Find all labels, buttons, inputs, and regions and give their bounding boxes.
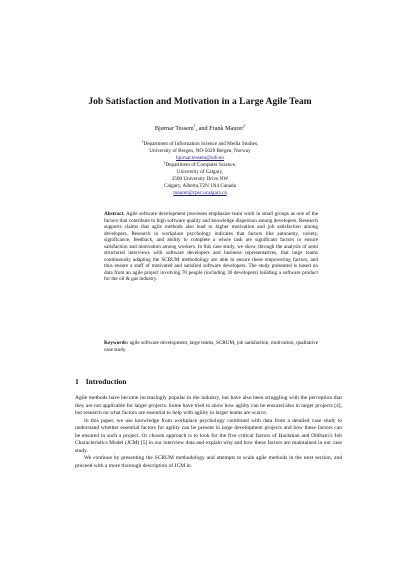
author-separator: , and (195, 125, 210, 132)
author-name: Bjørnar Tessem (154, 125, 194, 132)
abstract-text: Agile software development processes emphasize team work in small groups as one of the factors that contribute to high software quality and knowledge dispersion among developers. Research supports claims that agile methods also lead to higher motivation and job satisfaction among developers. Research in workplace psychology indicates that factors like autonomy, variety, significance, feedback, and ability to complete a whole task are significant factors to ensure satisfaction and motivation among workers. In this case study, we show, through the analysis of semi structured interviews with software developers and business representatives, that large teams continuously adapting the SCRUM methodology are able to ensure these empowering factors, and thus ensure a staff of motivated and satisfied software developers. The study presented is based on data from an agile project involving 70 people (including 30 developers) building a software product for the oil & gas industry. (104, 211, 318, 282)
affiliation-line: Calgary, Alberta,T2N 1N4 Canada (164, 182, 236, 189)
section-number: 1 (75, 377, 79, 386)
section-heading (75, 377, 126, 386)
keywords-text: agile software development, large teams, SCRUM, job satisfaction, motivation, qualitative case study. (104, 340, 318, 353)
affiliation-email-line (0, 190, 400, 197)
author-affiliation-mark: 1 (193, 123, 196, 128)
affiliation-mark: 2 (163, 160, 166, 165)
keywords-label: Keywords: (104, 340, 129, 346)
section-body (75, 395, 342, 470)
abstract (104, 211, 318, 283)
keywords (104, 340, 318, 353)
abstract-label: Abstract. (104, 211, 125, 217)
affiliation-block (0, 141, 400, 162)
affiliation-line: 2500 University Drive NW (171, 175, 229, 182)
affiliation-line (0, 162, 400, 169)
affiliation-mark: 1 (141, 139, 144, 144)
affiliation-text: Department of Information Science and Media Studies, (143, 141, 259, 147)
email-link[interactable]: bjornar.tessem@uib.no (176, 154, 224, 161)
affiliation-line (0, 141, 400, 148)
section-title: Introduction (85, 377, 127, 386)
paper-title: Job Satisfaction and Motivation in a Large Agile Team (88, 96, 312, 107)
author-affiliation-mark: 2 (243, 123, 246, 128)
body-paragraph: In this paper, we use knowledge from workplace psychology combined with data from a detailed case study to understand whether essential factors for agility can be present in large development projects and how these factors can be ensured in such a project. Or chosen approach is to look for the five critical factors of Hackman and Oldham’s Job Characteristics Model (JCM) [5] in our interview data and explain why and how these factors are maintained in our case study. (75, 417, 342, 454)
affiliation-block (0, 162, 400, 197)
affiliation-line: University of Bergen, NO-5020 Bergen, Norway (149, 147, 251, 154)
body-paragraph: We continue by presenting the SCRUM methodology and attempts to scale agile methods in the next section, and proceed with a more thorough description of JCM in (75, 455, 342, 469)
affiliation-text: Department of Computer Science, (165, 162, 237, 168)
body-paragraph: Agile methods have become increasingly popular in the industry, but have also been struggling with the perception that they are not applicable for larger projects. Some have tried to show how agility can be ensured also in larger projects [4], but research on what factors are essential to help with agility in larger teams are scarce. (75, 395, 342, 416)
affiliation-line: University of Calgary, (176, 168, 224, 175)
author-name: Frank Maurer (209, 125, 244, 132)
email-link[interactable]: maurer@cpsc.ucalgary.ca (173, 189, 227, 196)
author-line (0, 125, 400, 133)
affiliation-email-line (0, 155, 400, 162)
